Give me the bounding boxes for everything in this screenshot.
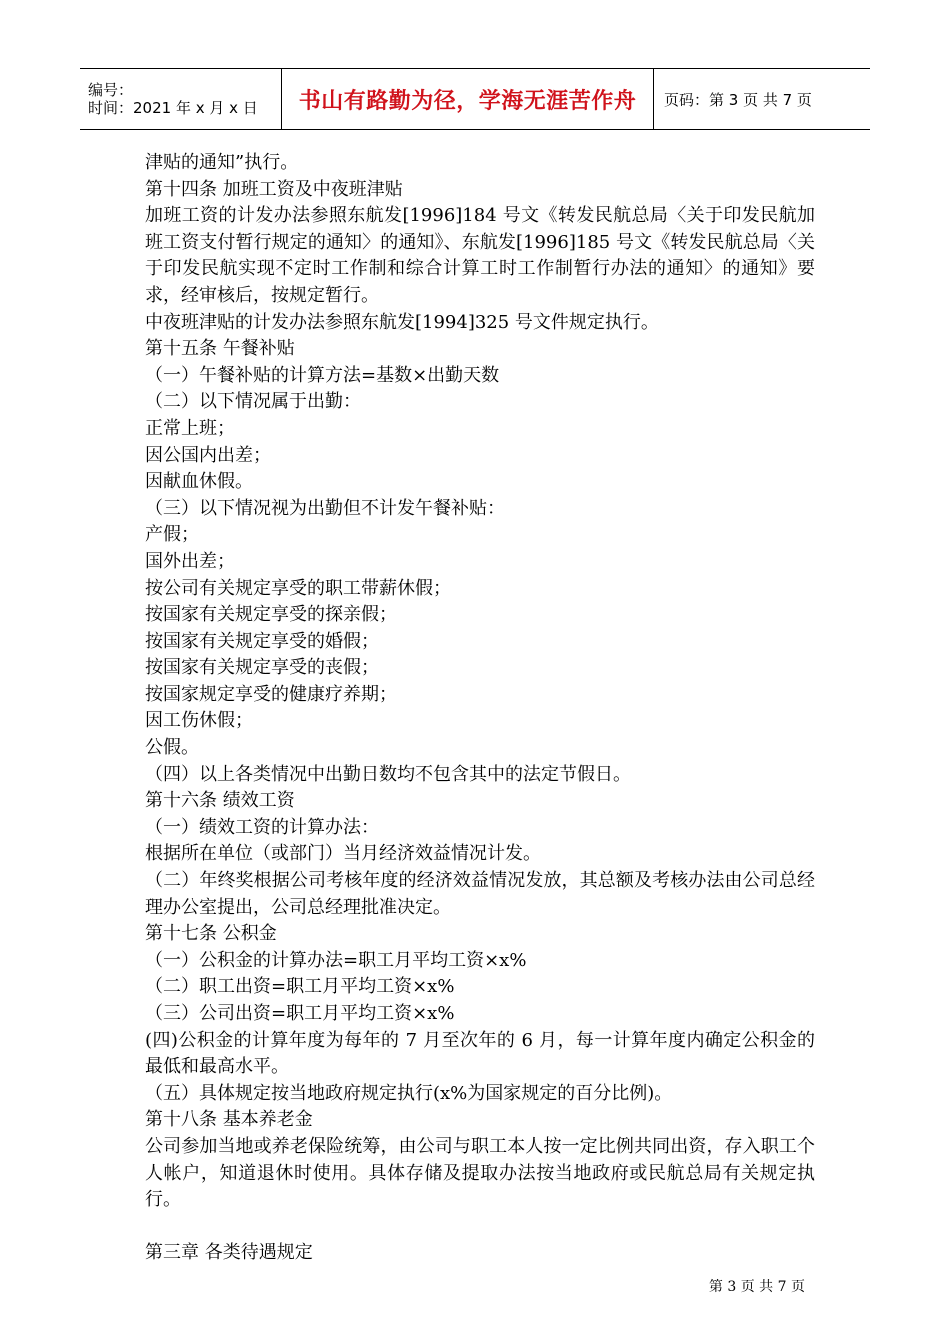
body-line: （五）具体规定按当地政府规定执行(x%为国家规定的百分比例)。 (145, 1082, 673, 1104)
list-item: 公假。 (145, 737, 199, 759)
body-paragraph: (四)公积金的计算年度为每年的 7 月至次年的 6 月，每一计算年度内确定公积金的最低和最高水平。 (145, 1029, 815, 1078)
section-heading: 第十八条 基本养老金 (145, 1109, 313, 1131)
list-item: 国外出差； (145, 550, 235, 572)
body-line: （一）公积金的计算办法=职工月平均工资×x% (145, 949, 527, 971)
footer-page-number: 第 3 页 共 7 页 (708, 1279, 805, 1295)
document-date-label: 时间：2021 年 x 月 x 日 (88, 99, 258, 117)
body-paragraph: （二）年终奖根据公司考核年度的经济效益情况发放，其总额及考核办法由公司总经理办公室提出，公司总经理批准决定。 (145, 870, 815, 918)
header-meta (80, 69, 282, 129)
list-item: 按国家规定享受的健康疗养期； (145, 683, 397, 705)
list-item: 按国家有关规定享受的丧假； (145, 657, 379, 679)
section-heading: 第十六条 绩效工资 (145, 790, 295, 812)
section-heading: 第十四条 加班工资及中夜班津贴 (145, 178, 403, 200)
list-item: 产假； (145, 524, 199, 546)
body-line: （一）午餐补贴的计算方法=基数×出勤天数 (145, 364, 500, 386)
body-paragraph: 中夜班津贴的计发办法参照东航发[1994]325 号文件规定执行。 (145, 311, 659, 333)
document-body (145, 150, 815, 1267)
list-item: 因工伤休假； (145, 710, 253, 732)
blank-line (145, 1214, 815, 1241)
document-number-label: 编号： (88, 81, 134, 99)
section-heading: 第十七条 公积金 (145, 923, 277, 945)
body-line: （三）以下情况视为出勤但不计发午餐补贴： (145, 497, 505, 519)
body-line: （一）绩效工资的计算办法： (145, 816, 379, 838)
body-line: （二）职工出资=职工月平均工资×x% (145, 976, 455, 998)
chapter-heading: 第三章 各类待遇规定 (145, 1242, 313, 1264)
header-motto: 书山有路勤为径，学海无涯苦作舟 (282, 69, 654, 129)
body-line: （三）公司出资=职工月平均工资×x% (145, 1003, 455, 1024)
list-item: 按国家有关规定享受的婚假； (145, 630, 379, 652)
list-item: 因献血休假。 (145, 471, 253, 493)
body-paragraph: 公司参加当地或养老保险统筹，由公司与职工本人按一定比例共同出资，存入职工个人帐户，知道退休时使用。具体存储及提取办法按当地政府或民航总局有关规定执行。 (145, 1135, 815, 1211)
body-line: （二）以下情况属于出勤： (145, 391, 361, 413)
body-paragraph: 加班工资的计发办法参照东航发[1996]184 号文《转发民航总局〈关于印发民航加班工资支付暂行规定的通知〉的通知》、东航发[1996]185 号文《转发民航总局〈关于印发民航实现不定时工作制和综合计算工时工作制暂行办法的通知〉的通知》要求，经审核后，按规定暂行。 (145, 205, 815, 306)
list-item: 按公司有关规定享受的职工带薪休假； (145, 577, 451, 599)
body-line: 根据所在单位（或部门）当月经济效益情况计发。 (145, 843, 541, 865)
section-heading: 第十五条 午餐补贴 (145, 338, 295, 360)
list-item: 正常上班； (145, 417, 235, 439)
list-item: 按国家有关规定享受的探亲假； (145, 604, 397, 626)
body-line: （四）以上各类情况中出勤日数均不包含其中的法定节假日。 (145, 763, 631, 785)
page-header (80, 68, 870, 130)
header-page-number: 页码：第 3 页 共 7 页 (664, 90, 812, 109)
body-line: 津贴的通知”执行。 (145, 152, 299, 173)
list-item: 因公国内出差； (145, 444, 271, 466)
